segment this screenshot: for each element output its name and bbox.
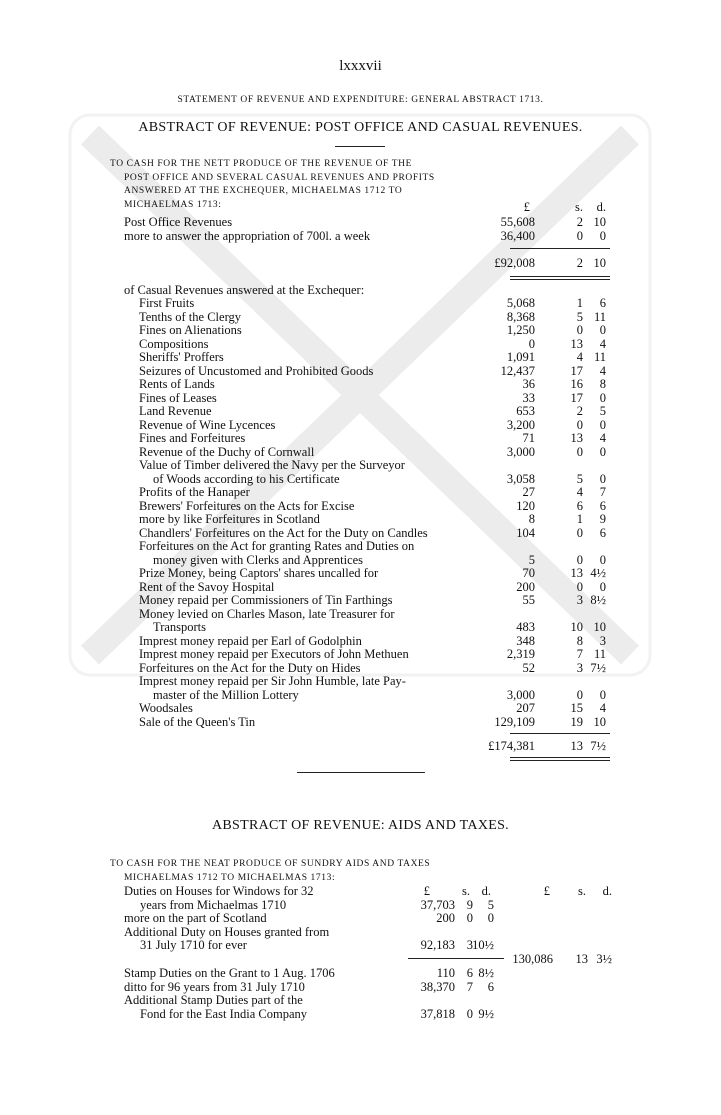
shillings-cell: 2: [576, 404, 583, 418]
total-rule: [510, 757, 610, 758]
pounds-cell: 483: [516, 620, 535, 634]
pounds-cell: 55: [522, 593, 535, 607]
pence-cell: 6: [599, 296, 606, 310]
shillings-cell: 8: [576, 633, 583, 648]
shillings-cell: 0: [576, 444, 583, 459]
row-label: Tenths of the Clergy: [139, 309, 242, 324]
row-label: Brewers' Forfeitures on the Acts for Excise: [139, 498, 355, 513]
pounds-cell: 8: [528, 512, 535, 526]
shillings-cell: 3: [576, 593, 583, 607]
pence-cell: 4: [599, 701, 606, 715]
table-row: [0, 647, 721, 661]
pounds-cell: 52: [522, 660, 535, 675]
table-row: [0, 688, 721, 702]
post-office-total: [0, 256, 721, 270]
page-number: lxxxvii: [339, 58, 382, 74]
shillings-cell: 17: [570, 390, 583, 405]
pence-cell: 8½: [478, 966, 494, 980]
section2-title: ABSTRACT OF REVENUE: AIDS AND TAXES.: [212, 818, 509, 833]
row-label: Woodsales: [139, 701, 193, 715]
pounds-cell: 5,068: [506, 296, 535, 310]
pence-cell: 0: [599, 579, 606, 594]
column-header: £: [523, 200, 530, 214]
pence-cell: 11: [593, 350, 606, 364]
table-row: [0, 607, 721, 621]
pence-cell: 0: [599, 417, 606, 432]
pounds-cell: 92,183: [420, 938, 455, 952]
row-label-continued: master of the Million Lottery: [153, 687, 299, 702]
shillings-cell: 5: [576, 471, 583, 486]
pence-cell: 7½: [590, 660, 606, 675]
pence-cell: 8: [599, 377, 606, 391]
pounds-cell: 653: [516, 404, 535, 418]
table-row: [0, 898, 721, 912]
pounds-cell: 36,400: [500, 228, 535, 243]
row-label: Stamp Duties on the Grant to 1 Aug. 1706: [124, 966, 335, 980]
pence-cell: 10½: [472, 938, 494, 952]
shillings-cell: 4: [576, 485, 583, 499]
row-label-continued: money given with Clerks and Apprentices: [153, 552, 364, 567]
shillings-cell: 13: [570, 566, 583, 580]
table-row: [0, 566, 721, 580]
table-row: [0, 701, 721, 715]
row-label: more to answer the appropriation of 700l. a week: [124, 228, 371, 243]
table-row: [0, 350, 721, 364]
pence-cell: 4½: [590, 566, 606, 580]
pounds-cell: 27: [522, 485, 535, 499]
pence-cell: 5: [599, 404, 606, 418]
row-label: Additional Duty on Houses granted from: [124, 924, 330, 939]
pence-cell: 9½: [478, 1006, 494, 1021]
table-row: [0, 911, 721, 925]
pence-cell: 4: [599, 431, 606, 445]
table-row: [0, 404, 721, 418]
table-row: [0, 938, 721, 952]
row-label-continued: Transports: [153, 620, 207, 634]
row-label: Revenue of the Duchy of Cornwall: [139, 444, 315, 459]
shillings-cell: 1: [576, 512, 583, 526]
row-label: Sheriffs' Proffers: [139, 350, 224, 364]
table-row: [0, 418, 721, 432]
pence-cell: 11: [593, 647, 606, 661]
row-label: Rents of Lands: [139, 377, 215, 391]
title-rule: [335, 146, 385, 147]
pounds-cell: 5: [528, 552, 535, 567]
pence-cell: 10: [593, 215, 606, 229]
table-row: [0, 1007, 721, 1021]
pounds-cell: 110: [436, 966, 455, 980]
pounds-cell: 12,437: [500, 363, 535, 378]
pence-cell: 6: [599, 525, 606, 540]
pounds-cell: 8,368: [506, 309, 535, 324]
pounds-cell: 104: [516, 525, 535, 540]
row-label: Post Office Revenues: [124, 215, 233, 229]
table-row: [0, 472, 721, 486]
table-row: [0, 377, 721, 391]
row-label-continued: years from Michaelmas 1710: [140, 897, 287, 912]
row-label: Money repaid per Commissioners of Tin Farthings: [139, 593, 393, 607]
row-label: Forfeitures on the Act for granting Rates and Duties on: [139, 539, 415, 553]
shillings-cell: 13: [570, 336, 583, 351]
intro-line: MICHAELMAS 1712 TO MICHAELMAS 1713:: [124, 872, 336, 883]
pence-cell: 7½: [590, 739, 606, 753]
total-rule: [510, 279, 610, 280]
pence-cell: 5: [487, 897, 494, 912]
row-label: Rent of the Savoy Hospital: [139, 579, 275, 594]
shillings-cell: 7: [466, 979, 473, 994]
shillings-cell: 0: [576, 323, 583, 337]
shillings-cell: 0: [466, 911, 473, 925]
pence-cell: 10: [593, 714, 606, 729]
table-row: [0, 458, 721, 472]
shillings-cell: 13: [570, 431, 583, 445]
row-label: Chandlers' Forfeitures on the Act for the Duty on Candles: [139, 525, 428, 540]
row-label-continued: Fond for the East India Company: [140, 1006, 307, 1021]
pence-cell: 6: [599, 498, 606, 513]
table-row: [0, 391, 721, 405]
shillings-cell: 0: [576, 417, 583, 432]
row-label-continued: 31 July 1710 for ever: [140, 938, 247, 952]
shillings-cell: 0: [576, 228, 583, 243]
pence-cell: 4: [599, 336, 606, 351]
row-label: Money levied on Charles Mason, late Treasurer for: [139, 606, 395, 621]
shillings-cell: 2: [576, 215, 583, 229]
table-row: [0, 620, 721, 634]
row-label: Seizures of Uncustomed and Prohibited Goods: [139, 363, 374, 378]
pounds-cell: 0: [528, 336, 535, 351]
shillings-cell: 1: [576, 296, 583, 310]
row-label: Compositions: [139, 336, 209, 351]
table-row: [0, 512, 721, 526]
casual-total: [0, 739, 721, 753]
row-label: Fines of Leases: [139, 390, 217, 405]
pence-cell: 0: [599, 471, 606, 486]
pounds-cell: 3,000: [506, 687, 535, 702]
pence-cell: 3½: [596, 952, 612, 966]
total-rule: [510, 276, 610, 277]
pence-cell: 0: [599, 228, 606, 243]
table-row: [0, 229, 721, 243]
pounds-cell: 200: [436, 911, 455, 925]
shillings-cell: 10: [570, 620, 583, 634]
pounds-cell: 55,608: [500, 215, 535, 229]
pence-cell: 8½: [590, 593, 606, 607]
table-row: [0, 580, 721, 594]
pounds-cell: 36: [522, 377, 535, 391]
table-row: [0, 499, 721, 513]
table-row: [0, 966, 721, 980]
pence-cell: 0: [487, 911, 494, 925]
column-header: s.: [462, 884, 470, 898]
group1-total: [0, 952, 721, 966]
pounds-cell: 1,250: [506, 323, 535, 337]
pounds-cell: 200: [516, 579, 535, 594]
section-divider: [297, 772, 425, 773]
pence-cell: 0: [599, 687, 606, 702]
table-row: [0, 674, 721, 688]
row-label: Imprest money repaid per Executors of John Methuen: [139, 647, 409, 661]
pounds-cell: 130,086: [512, 952, 553, 966]
row-label: First Fruits: [139, 296, 195, 310]
pounds-cell: 120: [516, 498, 535, 513]
table-row: [0, 993, 721, 1007]
table-row: [0, 310, 721, 324]
shillings-cell: 6: [466, 966, 473, 980]
intro-line: MICHAELMAS 1713:: [124, 199, 222, 210]
section1-title: ABSTRACT OF REVENUE: POST OFFICE AND CASUAL REVENUES.: [138, 120, 583, 135]
row-label: Duties on Houses for Windows for 32: [124, 884, 314, 898]
column-header: £: [423, 884, 430, 898]
pounds-cell: £92,008: [494, 256, 535, 270]
pence-cell: 0: [599, 390, 606, 405]
table-row: [0, 884, 721, 898]
pounds-cell: 3,000: [506, 444, 535, 459]
table-row: [0, 661, 721, 675]
pounds-cell: 37,703: [420, 897, 455, 912]
total-rule: [510, 760, 610, 761]
row-label: Revenue of Wine Lycences: [139, 417, 276, 432]
table-row: [0, 980, 721, 994]
pence-cell: 11: [593, 309, 606, 324]
pence-cell: 10: [593, 256, 606, 270]
shillings-cell: 4: [576, 350, 583, 364]
pence-cell: 3: [599, 633, 606, 648]
shillings-cell: 0: [576, 552, 583, 567]
pence-cell: 0: [599, 323, 606, 337]
column-header: d.: [602, 884, 612, 898]
pence-cell: 10: [593, 620, 606, 634]
table-row: [0, 431, 721, 445]
pounds-cell: 3,200: [506, 417, 535, 432]
shillings-cell: 7: [576, 647, 583, 661]
pence-cell: 4: [599, 363, 606, 378]
running-head: STATEMENT OF REVENUE AND EXPENDITURE: GENERAL ABSTRACT 1713.: [177, 95, 544, 105]
column-header: £: [543, 884, 550, 898]
column-header: s.: [578, 884, 586, 898]
table-row: [0, 925, 721, 939]
row-label-continued: of Woods according to his Certificate: [153, 471, 340, 486]
pounds-cell: £174,381: [488, 739, 535, 753]
column-header: d.: [596, 200, 606, 214]
pence-cell: 7: [599, 485, 606, 499]
pounds-cell: 3,058: [506, 471, 535, 486]
pounds-cell: 33: [522, 390, 535, 405]
table-row: [0, 323, 721, 337]
total-rule: [510, 733, 610, 734]
shillings-cell: 0: [576, 687, 583, 702]
pounds-cell: 37,818: [420, 1006, 455, 1021]
pounds-cell: 2,319: [506, 647, 535, 661]
table-row: [0, 337, 721, 351]
table-row: [0, 215, 721, 229]
shillings-cell: 6: [576, 498, 583, 513]
row-label: Imprest money repaid per Sir John Humble, late Pay-: [139, 674, 406, 688]
total-rule: [510, 248, 610, 249]
row-label: Forfeitures on the Act for the Duty on Hides: [139, 660, 361, 675]
row-label: Land Revenue: [139, 404, 212, 418]
row-label: Prize Money, being Captors' shares uncalled for: [139, 566, 379, 580]
shillings-cell: 16: [570, 377, 583, 391]
shillings-cell: 0: [576, 579, 583, 594]
row-label: ditto for 96 years from 31 July 1710: [124, 979, 305, 994]
table-row: [0, 593, 721, 607]
pounds-cell: 207: [516, 701, 535, 715]
row-label: more on the part of Scotland: [124, 911, 267, 925]
pounds-cell: 348: [516, 633, 535, 648]
table-row: [0, 715, 721, 729]
row-label: Value of Timber delivered the Navy per the Surveyor: [139, 458, 405, 472]
shillings-cell: 0: [576, 525, 583, 540]
row-label: more by like Forfeitures in Scotland: [139, 512, 320, 526]
row-label: Additional Stamp Duties part of the: [124, 993, 303, 1007]
table-row: [0, 634, 721, 648]
intro-line: TO CASH FOR THE NETT PRODUCE OF THE REVENUE OF THE: [110, 159, 413, 169]
intro-line: ANSWERED AT THE EXCHEQUER, MICHAELMAS 1712 TO: [124, 186, 403, 196]
table-row: [0, 526, 721, 540]
table-row: [0, 553, 721, 567]
shillings-cell: 5: [576, 309, 583, 324]
shillings-cell: 9: [466, 897, 473, 912]
pence-cell: 9: [599, 512, 606, 526]
shillings-cell: 13: [575, 952, 588, 966]
column-header: s.: [575, 200, 583, 214]
shillings-cell: 0: [466, 1006, 473, 1021]
shillings-cell: 3: [576, 660, 583, 675]
pounds-cell: 71: [522, 431, 535, 445]
row-label: Profits of the Hanaper: [139, 485, 250, 499]
pounds-cell: 129,109: [494, 714, 535, 729]
row-label: Fines and Forfeitures: [139, 431, 246, 445]
row-label: Imprest money repaid per Earl of Godolphin: [139, 633, 362, 648]
shillings-cell: 17: [570, 363, 583, 378]
table-row: [0, 296, 721, 310]
pounds-cell: 38,370: [420, 979, 455, 994]
casual-heading: of Casual Revenues answered at the Exchequer:: [124, 283, 365, 297]
pence-cell: 0: [599, 444, 606, 459]
intro-line: TO CASH FOR THE NEAT PRODUCE OF SUNDRY AIDS AND TAXES: [110, 859, 431, 869]
shillings-cell: 13: [570, 739, 583, 753]
row-label: Sale of the Queen's Tin: [139, 714, 256, 729]
shillings-cell: 19: [570, 714, 583, 729]
intro-line: POST OFFICE AND SEVERAL CASUAL REVENUES AND PROFITS: [124, 172, 435, 183]
table-row: [0, 485, 721, 499]
pounds-cell: 70: [522, 566, 535, 580]
row-label: Fines on Alienations: [139, 323, 242, 337]
shillings-cell: 3: [466, 938, 473, 952]
pence-cell: 0: [599, 552, 606, 567]
shillings-cell: 15: [570, 701, 583, 715]
shillings-cell: 2: [576, 256, 583, 270]
column-header: d.: [481, 884, 491, 898]
table-row: [0, 445, 721, 459]
table-row: [0, 539, 721, 553]
table-row: [0, 364, 721, 378]
pence-cell: 6: [487, 979, 494, 994]
pounds-cell: 1,091: [506, 350, 535, 364]
